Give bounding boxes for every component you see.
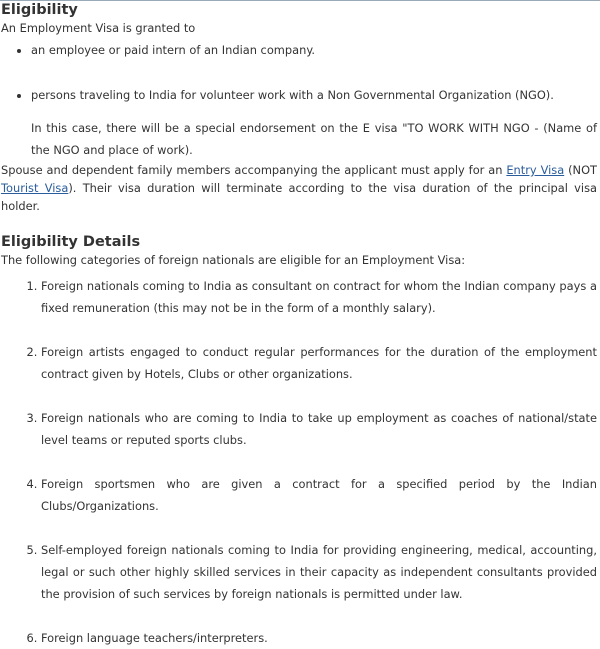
spouse-paragraph xyxy=(1,161,597,215)
eligibility-list xyxy=(1,39,597,106)
eligibility-intro: An Employment Visa is granted to xyxy=(1,21,196,35)
list-item: 3. Foreign nationals who are coming to India to take up employment as coaches of national/state level teams or reputed sports clubs. xyxy=(41,407,597,451)
eligibility-details-heading: Eligibility Details xyxy=(1,234,141,250)
list-item: • persons traveling to India for volunteer work with a Non Governmental Organization (NGO). xyxy=(31,84,597,106)
spouse-text-after: ). Their visa duration will terminate according to the visa duration of the principal visa holder. xyxy=(1,181,598,213)
list-item: 6. Foreign language teachers/interpreters. xyxy=(41,627,597,649)
tourist-visa-link[interactable]: Tourist Visa xyxy=(1,181,69,195)
list-item: • an employee or paid intern of an Indian company. xyxy=(31,39,597,61)
eligibility-heading: Eligibility xyxy=(1,2,78,18)
eligibility-categories-list xyxy=(1,275,597,649)
spouse-text-before: Spouse and dependent family members accompanying the applicant must apply for an xyxy=(1,163,507,177)
eligibility-details-intro: The following categories of foreign nationals are eligible for an Employment Visa: xyxy=(1,253,466,267)
list-item: 5. Self-employed foreign nationals coming to India for providing engineering, medical, accounting, legal or such other highly skilled services in their capacity as independent consultants provided the provision of such services by foreign nationals is permitted under law. xyxy=(41,539,597,605)
list-item: 2. Foreign artists engaged to conduct regular performances for the duration of the employment contract given by Hotels, Clubs or other organizations. xyxy=(41,341,597,385)
list-item: 4. Foreign sportsmen who are given a contract for a specified period by the Indian Clubs/Organizations. xyxy=(41,473,597,517)
ngo-endorsement-note: In this case, there will be a special endorsement on the E visa "TO WORK WITH NGO - (Name of the NGO and place of work). xyxy=(31,121,597,157)
article-content xyxy=(1,0,597,649)
entry-visa-link[interactable]: Entry Visa xyxy=(506,163,565,177)
spouse-text-middle: (NOT xyxy=(564,163,597,177)
list-item: 1. Foreign nationals coming to India as consultant on contract for whom the Indian company pays a fixed remuneration (this may not be in the form of a monthly salary). xyxy=(41,275,597,319)
